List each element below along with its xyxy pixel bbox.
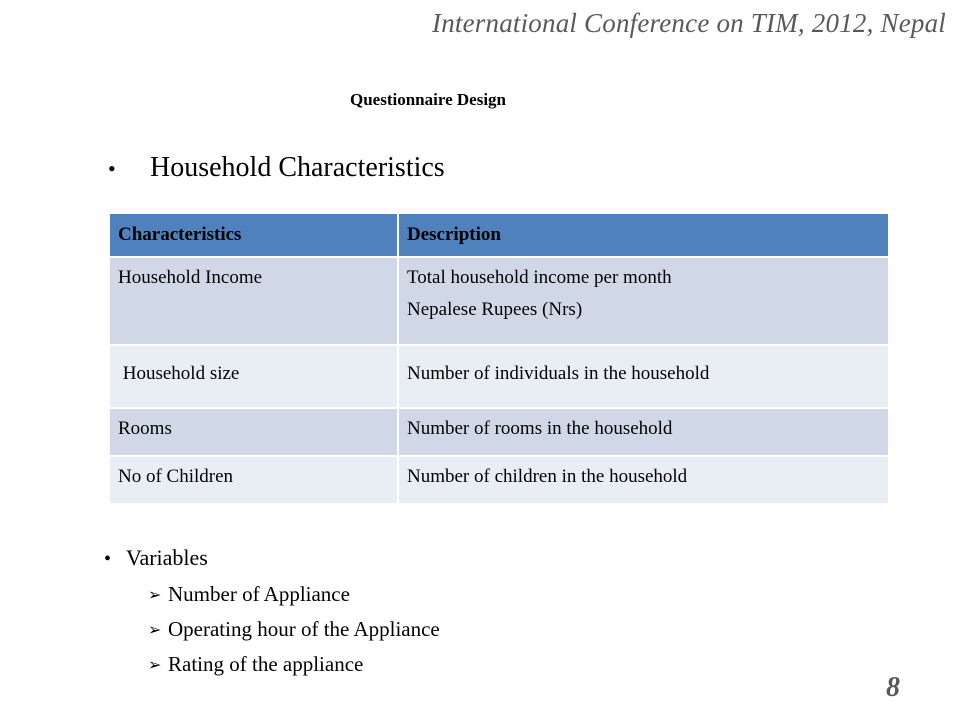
- list-item: [148, 612, 440, 647]
- cell-description: Number of individuals in the household: [398, 345, 888, 408]
- characteristics-table: [110, 214, 888, 503]
- conference-title: International Conference on TIM, 2012, Nepal: [432, 8, 946, 38]
- variable-label: Operating hour of the Appliance: [168, 617, 440, 641]
- cell-characteristic: Household size: [110, 345, 398, 408]
- main-bullet-text: Household Characteristics: [150, 152, 445, 183]
- variable-label: Number of Appliance: [168, 582, 350, 606]
- arrow-bullet-icon: ➢: [148, 585, 162, 604]
- bullet-icon: •: [104, 548, 112, 570]
- variable-label: Rating of the appliance: [168, 652, 364, 676]
- variables-title: Variables: [126, 545, 208, 570]
- table-row: [110, 257, 888, 345]
- variables-section: [104, 545, 440, 682]
- cell-characteristic: Household Income: [110, 257, 398, 345]
- variables-list: [148, 577, 440, 682]
- list-item: [148, 647, 440, 682]
- description-line: Nepalese Rupees (Nrs): [407, 299, 583, 320]
- variables-bullet: [104, 545, 440, 571]
- table-row: [110, 456, 888, 503]
- column-header-description: Description: [398, 214, 888, 257]
- list-item: [148, 577, 440, 612]
- table-row: [110, 345, 888, 408]
- main-bullet: [108, 152, 445, 184]
- description-line: Total household income per month: [407, 267, 672, 288]
- cell-description: [398, 257, 888, 345]
- cell-description: Number of rooms in the household: [398, 408, 888, 456]
- arrow-bullet-icon: ➢: [148, 655, 162, 674]
- arrow-bullet-icon: ➢: [148, 620, 162, 639]
- page-number: 8: [886, 672, 900, 703]
- column-header-characteristics: Characteristics: [110, 214, 398, 257]
- cell-characteristic: No of Children: [110, 456, 398, 503]
- section-title: Questionnaire Design: [350, 90, 507, 109]
- table-row: [110, 408, 888, 456]
- cell-characteristic: Rooms: [110, 408, 398, 456]
- bullet-icon: •: [108, 156, 116, 181]
- cell-description: Number of children in the household: [398, 456, 888, 503]
- table-header-row: [110, 214, 888, 257]
